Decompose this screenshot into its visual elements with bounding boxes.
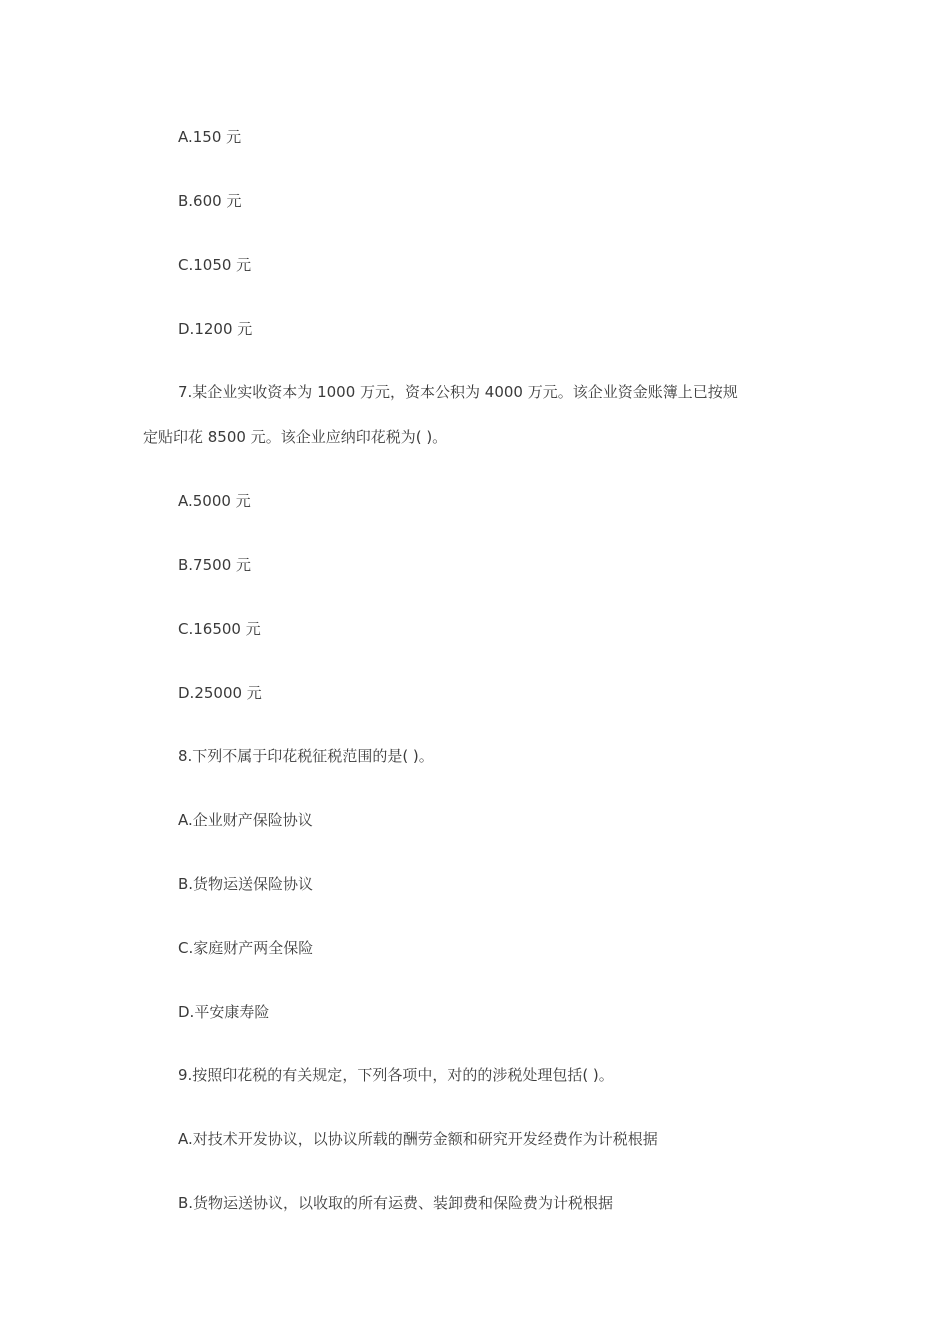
q7-option-b: B.7500 元	[178, 556, 252, 574]
q7-option-c: C.16500 元	[178, 620, 261, 638]
q7-option-a: A.5000 元	[178, 492, 251, 510]
q8-stem: 8.下列不属于印花税征税范围的是( )。	[178, 747, 434, 765]
q7-stem-line2: 定贴印花 8500 元。该企业应纳印花税为( )。	[143, 428, 448, 446]
q8-option-b: B.货物运送保险协议	[178, 875, 314, 893]
q9-option-b: B.货物运送协议，以收取的所有运费、装卸费和保险费为计税根据	[178, 1194, 614, 1212]
q8-option-c: C.家庭财产两全保险	[178, 939, 314, 957]
q6-option-b: B.600 元	[178, 192, 242, 210]
q6-option-d: D.1200 元	[178, 320, 253, 338]
q9-option-a: A.对技术开发协议，以协议所载的酬劳金额和研究开发经费作为计税根据	[178, 1130, 658, 1148]
q8-option-d: D.平安康寿险	[178, 1003, 270, 1021]
q9-stem: 9.按照印花税的有关规定，下列各项中，对的的涉税处理包括( )。	[178, 1066, 614, 1084]
q8-option-a: A.企业财产保险协议	[178, 811, 313, 829]
q7-stem-line1: 7.某企业实收资本为 1000 万元，资本公积为 4000 万元。该企业资金账簿上已按规	[178, 383, 738, 401]
q7-option-d: D.25000 元	[178, 684, 262, 702]
q6-option-c: C.1050 元	[178, 256, 252, 274]
q6-option-a: A.150 元	[178, 128, 242, 146]
